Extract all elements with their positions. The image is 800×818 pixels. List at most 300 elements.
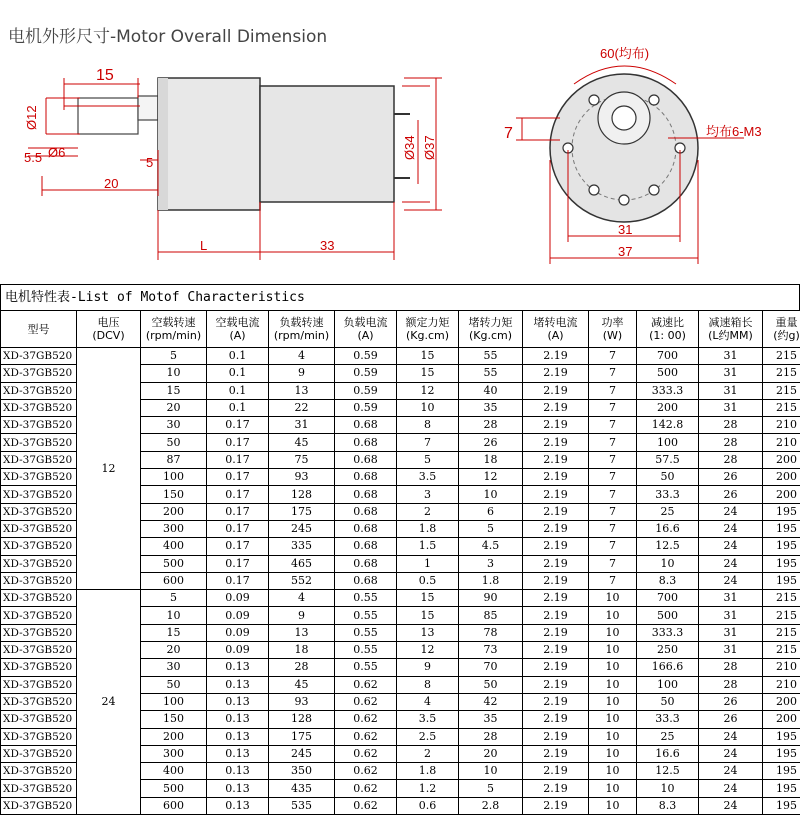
table-cell: 50 — [637, 693, 699, 710]
model-cell: XD-37GB520 — [1, 728, 77, 745]
table-cell: 78 — [459, 624, 523, 641]
table-cell: 10 — [589, 797, 637, 814]
column-header — [1, 311, 77, 348]
table-cell: 55 — [459, 348, 523, 365]
table-cell: 215 — [763, 399, 800, 416]
model-cell: XD-37GB520 — [1, 417, 77, 434]
table-cell: 2.19 — [523, 417, 589, 434]
column-header — [335, 311, 397, 348]
table-cell: 0.55 — [335, 607, 397, 624]
table-cell: 1.8 — [397, 763, 459, 780]
table-cell: 24 — [699, 745, 763, 762]
table-cell: 335 — [269, 538, 335, 555]
characteristics-table-section — [0, 284, 800, 815]
table-cell: 7 — [589, 503, 637, 520]
table-cell: 3 — [397, 486, 459, 503]
table-cell: 175 — [269, 728, 335, 745]
table-cell: 2.19 — [523, 469, 589, 486]
table-cell: 31 — [699, 590, 763, 607]
dim-60: 60(均布) — [600, 46, 650, 61]
table-cell: 26 — [699, 711, 763, 728]
model-cell: XD-37GB520 — [1, 780, 77, 797]
model-cell: XD-37GB520 — [1, 659, 77, 676]
table-cell: 26 — [699, 486, 763, 503]
table-cell: 175 — [269, 503, 335, 520]
header-line: (rpm/min) — [273, 329, 330, 342]
dim-37-front: 37 — [618, 244, 633, 259]
table-cell: 535 — [269, 797, 335, 814]
table-cell: 500 — [637, 365, 699, 382]
table-cell: 31 — [699, 348, 763, 365]
table-cell: 22 — [269, 399, 335, 416]
table-body — [1, 348, 800, 815]
table-row — [1, 348, 800, 365]
voltage-cell: 12 — [77, 348, 141, 590]
table-cell: 31 — [699, 365, 763, 382]
table-cell: 10 — [141, 365, 207, 382]
model-cell: XD-37GB520 — [1, 348, 77, 365]
table-cell: 100 — [637, 434, 699, 451]
table-cell: 0.68 — [335, 538, 397, 555]
table-cell: 31 — [699, 382, 763, 399]
table-cell: 1.8 — [397, 520, 459, 537]
table-cell: 2.19 — [523, 382, 589, 399]
table-cell: 100 — [141, 469, 207, 486]
table-cell: 7 — [589, 469, 637, 486]
table-cell: 31 — [699, 399, 763, 416]
header-line: 负载转速 — [279, 316, 324, 329]
table-cell: 0.55 — [335, 624, 397, 641]
table-cell: 10 — [589, 624, 637, 641]
header-line: (A) — [357, 329, 374, 342]
table-cell: 0.09 — [207, 590, 269, 607]
table-cell: 2.19 — [523, 365, 589, 382]
table-cell: 15 — [141, 624, 207, 641]
table-cell: 2.19 — [523, 538, 589, 555]
model-cell: XD-37GB520 — [1, 365, 77, 382]
header-line: (DCV) — [92, 329, 125, 342]
table-cell: 0.55 — [335, 642, 397, 659]
dim-15: 15 — [96, 67, 114, 84]
table-cell: 200 — [763, 451, 800, 468]
table-cell: 10 — [589, 711, 637, 728]
table-cell: 0.68 — [335, 417, 397, 434]
header-line: 电压 — [97, 316, 120, 329]
table-cell: 0.13 — [207, 797, 269, 814]
table-cell: 300 — [141, 745, 207, 762]
table-cell: 24 — [699, 555, 763, 572]
table-cell: 15 — [397, 348, 459, 365]
table-cell: 8 — [397, 676, 459, 693]
table-cell: 7 — [589, 365, 637, 382]
model-cell: XD-37GB520 — [1, 711, 77, 728]
table-cell: 435 — [269, 780, 335, 797]
column-header — [763, 311, 800, 348]
table-cell: 0.55 — [335, 590, 397, 607]
table-cell: 10 — [589, 659, 637, 676]
table-cell: 28 — [699, 659, 763, 676]
table-cell: 2.19 — [523, 659, 589, 676]
header-line: (Kg.cm) — [405, 329, 450, 342]
table-cell: 24 — [699, 780, 763, 797]
table-cell: 0.1 — [207, 382, 269, 399]
table-cell: 100 — [141, 693, 207, 710]
table-cell: 24 — [699, 728, 763, 745]
table-cell: 215 — [763, 382, 800, 399]
table-cell: 0.59 — [335, 382, 397, 399]
table-cell: 700 — [637, 348, 699, 365]
table-cell: 245 — [269, 520, 335, 537]
table-cell: 5 — [141, 348, 207, 365]
table-cell: 200 — [141, 728, 207, 745]
header-line: (1: 00) — [649, 329, 686, 342]
table-cell: 0.1 — [207, 348, 269, 365]
table-cell: 195 — [763, 745, 800, 762]
table-cell: 0.13 — [207, 763, 269, 780]
table-cell: 0.68 — [335, 572, 397, 589]
table-cell: 0.6 — [397, 797, 459, 814]
table-cell: 0.59 — [335, 365, 397, 382]
table-cell: 350 — [269, 763, 335, 780]
table-cell: 26 — [699, 693, 763, 710]
table-cell: 2.19 — [523, 797, 589, 814]
table-cell: 2.19 — [523, 745, 589, 762]
table-cell: 25 — [637, 728, 699, 745]
column-header — [459, 311, 523, 348]
table-cell: 2.19 — [523, 693, 589, 710]
table-cell: 33.3 — [637, 711, 699, 728]
table-cell: 215 — [763, 365, 800, 382]
model-cell: XD-37GB520 — [1, 434, 77, 451]
table-cell: 0.17 — [207, 486, 269, 503]
table-cell: 195 — [763, 520, 800, 537]
header-line: (A) — [547, 329, 564, 342]
table-cell: 10 — [589, 763, 637, 780]
table-cell: 128 — [269, 711, 335, 728]
model-cell: XD-37GB520 — [1, 469, 77, 486]
header-line: 空载转速 — [151, 316, 196, 329]
table-cell: 0.62 — [335, 780, 397, 797]
table-cell: 45 — [269, 676, 335, 693]
table-cell: 10 — [589, 780, 637, 797]
table-cell: 24 — [699, 763, 763, 780]
table-cell: 10 — [589, 607, 637, 624]
table-cell: 4 — [269, 348, 335, 365]
header-line: 堵转力矩 — [468, 316, 513, 329]
table-cell: 28 — [699, 417, 763, 434]
table-cell: 0.13 — [207, 745, 269, 762]
table-cell: 2.19 — [523, 676, 589, 693]
table-cell: 0.62 — [335, 676, 397, 693]
table-cell: 400 — [141, 538, 207, 555]
table-cell: 0.62 — [335, 745, 397, 762]
model-cell: XD-37GB520 — [1, 451, 77, 468]
table-cell: 10 — [589, 676, 637, 693]
model-cell: XD-37GB520 — [1, 399, 77, 416]
table-cell: 300 — [141, 520, 207, 537]
table-cell: 50 — [459, 676, 523, 693]
table-cell: 2 — [397, 745, 459, 762]
table-cell: 10 — [459, 486, 523, 503]
table-cell: 13 — [269, 382, 335, 399]
header-line: 功率 — [601, 316, 624, 329]
model-cell: XD-37GB520 — [1, 642, 77, 659]
table-cell: 35 — [459, 399, 523, 416]
table-cell: 10 — [589, 728, 637, 745]
header-line: 负载电流 — [343, 316, 388, 329]
table-cell: 195 — [763, 780, 800, 797]
table-cell: 93 — [269, 469, 335, 486]
table-cell: 4 — [397, 693, 459, 710]
column-header — [637, 311, 699, 348]
table-cell: 195 — [763, 797, 800, 814]
table-cell: 0.09 — [207, 624, 269, 641]
table-cell: 0.68 — [335, 503, 397, 520]
table-cell: 0.68 — [335, 555, 397, 572]
table-cell: 150 — [141, 486, 207, 503]
table-cell: 0.68 — [335, 486, 397, 503]
table-cell: 2.19 — [523, 624, 589, 641]
table-cell: 6 — [459, 503, 523, 520]
table-cell: 7 — [589, 486, 637, 503]
table-cell: 57.5 — [637, 451, 699, 468]
table-cell: 35 — [459, 711, 523, 728]
table-cell: 0.17 — [207, 417, 269, 434]
table-cell: 45 — [269, 434, 335, 451]
table-cell: 195 — [763, 538, 800, 555]
table-title: 电机特性表-List of Motof Characteristics — [0, 284, 800, 310]
header-line: 堵转电流 — [533, 316, 578, 329]
table-cell: 73 — [459, 642, 523, 659]
characteristics-table — [0, 310, 800, 815]
table-cell: 250 — [637, 642, 699, 659]
table-cell: 30 — [141, 659, 207, 676]
table-cell: 9 — [397, 659, 459, 676]
table-cell: 0.1 — [207, 399, 269, 416]
table-cell: 4.5 — [459, 538, 523, 555]
voltage-cell: 24 — [77, 590, 141, 815]
header-line: 重量 — [775, 316, 798, 329]
table-cell: 215 — [763, 642, 800, 659]
table-cell: 0.13 — [207, 728, 269, 745]
dim-20: 20 — [104, 176, 119, 191]
table-cell: 28 — [699, 434, 763, 451]
table-cell: 50 — [637, 469, 699, 486]
side-view — [24, 67, 442, 260]
table-cell: 200 — [141, 503, 207, 520]
table-cell: 0.17 — [207, 451, 269, 468]
model-cell: XD-37GB520 — [1, 763, 77, 780]
table-cell: 26 — [459, 434, 523, 451]
table-cell: 10 — [637, 780, 699, 797]
table-cell: 15 — [141, 382, 207, 399]
table-cell: 9 — [269, 607, 335, 624]
dim-d6: Ø6 — [48, 145, 66, 160]
table-cell: 0.55 — [335, 659, 397, 676]
header-line: 额定力矩 — [405, 316, 450, 329]
table-cell: 500 — [141, 780, 207, 797]
table-cell: 24 — [699, 520, 763, 537]
table-cell: 26 — [699, 469, 763, 486]
model-cell: XD-37GB520 — [1, 555, 77, 572]
model-cell: XD-37GB520 — [1, 572, 77, 589]
table-cell: 24 — [699, 503, 763, 520]
table-cell: 5 — [459, 520, 523, 537]
table-cell: 7 — [589, 434, 637, 451]
table-cell: 0.68 — [335, 469, 397, 486]
column-header — [523, 311, 589, 348]
table-cell: 210 — [763, 676, 800, 693]
table-cell: 2.19 — [523, 572, 589, 589]
table-cell: 20 — [141, 642, 207, 659]
table-cell: 2.19 — [523, 486, 589, 503]
header-line: 型号 — [27, 322, 50, 336]
column-header — [207, 311, 269, 348]
table-cell: 15 — [397, 590, 459, 607]
table-cell: 31 — [699, 642, 763, 659]
table-cell: 333.3 — [637, 624, 699, 641]
table-cell: 500 — [141, 555, 207, 572]
table-cell: 28 — [699, 451, 763, 468]
model-cell: XD-37GB520 — [1, 590, 77, 607]
table-cell: 1.2 — [397, 780, 459, 797]
table-cell: 2.19 — [523, 763, 589, 780]
header-line: (约g) — [773, 329, 800, 342]
table-cell: 90 — [459, 590, 523, 607]
table-header-row — [1, 311, 800, 348]
table-cell: 200 — [763, 469, 800, 486]
model-cell: XD-37GB520 — [1, 382, 77, 399]
model-cell: XD-37GB520 — [1, 693, 77, 710]
table-cell: 42 — [459, 693, 523, 710]
table-row — [1, 590, 800, 607]
dim-d37: Ø37 — [422, 135, 437, 160]
table-cell: 3 — [459, 555, 523, 572]
table-cell: 10 — [589, 590, 637, 607]
table-cell: 18 — [459, 451, 523, 468]
dim-d34: Ø34 — [402, 135, 417, 160]
dim-31: 31 — [618, 222, 633, 237]
shaft-end — [612, 106, 636, 130]
table-cell: 24 — [699, 797, 763, 814]
table-cell: 10 — [397, 399, 459, 416]
table-cell: 0.09 — [207, 642, 269, 659]
table-cell: 10 — [459, 763, 523, 780]
model-cell: XD-37GB520 — [1, 538, 77, 555]
table-cell: 8 — [397, 417, 459, 434]
dim-7: 7 — [504, 125, 513, 142]
table-cell: 2.19 — [523, 607, 589, 624]
table-cell: 7 — [397, 434, 459, 451]
table-cell: 2.19 — [523, 711, 589, 728]
header-line: (Kg.cm) — [468, 329, 513, 342]
table-cell: 166.6 — [637, 659, 699, 676]
table-cell: 7 — [589, 538, 637, 555]
table-cell: 142.8 — [637, 417, 699, 434]
table-cell: 400 — [141, 763, 207, 780]
header-line: (rpm/min) — [145, 329, 202, 342]
table-cell: 0.13 — [207, 676, 269, 693]
table-cell: 50 — [141, 676, 207, 693]
table-cell: 7 — [589, 520, 637, 537]
table-cell: 2.19 — [523, 642, 589, 659]
table-cell: 0.17 — [207, 434, 269, 451]
header-line: 减速比 — [651, 316, 684, 329]
table-cell: 0.17 — [207, 555, 269, 572]
table-cell: 87 — [141, 451, 207, 468]
table-cell: 0.5 — [397, 572, 459, 589]
table-cell: 1.5 — [397, 538, 459, 555]
table-cell: 0.1 — [207, 365, 269, 382]
table-cell: 40 — [459, 382, 523, 399]
table-cell: 0.17 — [207, 538, 269, 555]
table-cell: 7 — [589, 382, 637, 399]
column-header — [589, 311, 637, 348]
table-cell: 33.3 — [637, 486, 699, 503]
table-cell: 16.6 — [637, 745, 699, 762]
table-cell: 0.59 — [335, 399, 397, 416]
table-cell: 10 — [589, 745, 637, 762]
table-cell: 28 — [269, 659, 335, 676]
table-cell: 0.17 — [207, 572, 269, 589]
table-cell: 245 — [269, 745, 335, 762]
table-cell: 7 — [589, 572, 637, 589]
table-cell: 24 — [699, 572, 763, 589]
table-cell: 195 — [763, 572, 800, 589]
header-title-en: -Motor Overall Dimension — [110, 27, 328, 47]
table-cell: 3.5 — [397, 469, 459, 486]
table-cell: 195 — [763, 763, 800, 780]
table-cell: 215 — [763, 348, 800, 365]
table-cell: 18 — [269, 642, 335, 659]
table-cell: 0.09 — [207, 607, 269, 624]
table-cell: 28 — [459, 728, 523, 745]
table-cell: 16.6 — [637, 520, 699, 537]
motor-body — [260, 86, 394, 202]
model-cell: XD-37GB520 — [1, 676, 77, 693]
table-cell: 0.17 — [207, 503, 269, 520]
table-cell: 20 — [141, 399, 207, 416]
table-cell: 0.13 — [207, 693, 269, 710]
table-cell: 2.19 — [523, 590, 589, 607]
table-cell: 500 — [637, 607, 699, 624]
header-line: 减速箱长 — [708, 316, 753, 329]
table-cell: 0.62 — [335, 763, 397, 780]
model-cell: XD-37GB520 — [1, 745, 77, 762]
table-cell: 15 — [397, 365, 459, 382]
gearbox-neck — [138, 96, 158, 120]
table-cell: 31 — [699, 624, 763, 641]
dim-33: 33 — [320, 238, 335, 253]
table-cell: 15 — [397, 607, 459, 624]
table-cell: 2.19 — [523, 555, 589, 572]
table-cell: 50 — [141, 434, 207, 451]
model-cell: XD-37GB520 — [1, 503, 77, 520]
table-cell: 195 — [763, 555, 800, 572]
dim-5: 5 — [146, 155, 154, 170]
table-cell: 0.59 — [335, 348, 397, 365]
gearbox-body — [158, 78, 260, 210]
table-cell: 0.13 — [207, 711, 269, 728]
table-cell: 0.62 — [335, 797, 397, 814]
table-cell: 12.5 — [637, 538, 699, 555]
table-cell: 7 — [589, 399, 637, 416]
dim-holes: 均布6-M3 — [706, 124, 762, 139]
table-cell: 2 — [397, 503, 459, 520]
table-cell: 10 — [589, 693, 637, 710]
table-cell: 333.3 — [637, 382, 699, 399]
table-cell: 210 — [763, 659, 800, 676]
